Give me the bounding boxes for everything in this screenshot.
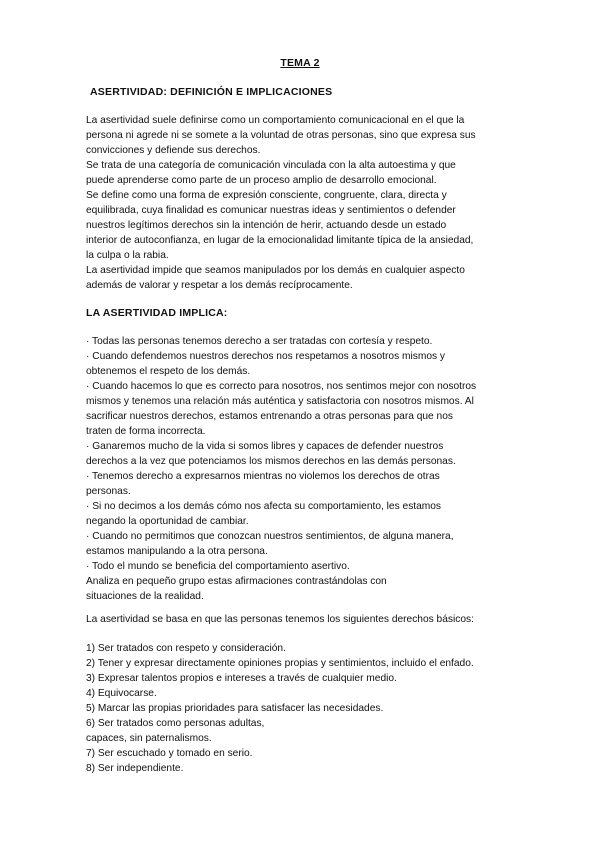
text-line: interior de autoconfianza, en lugar de la emocionalidad limitante típica de la ansiedad, [86, 235, 474, 246]
text-line: La asertividad impide que seamos manipulados por los demás en cualquier aspecto [86, 265, 465, 276]
list-item: · Ganaremos mucho de la vida si somos libres y capaces de defender nuestros [86, 441, 444, 452]
intro-paragraph [86, 113, 526, 293]
list-item: 7) Ser escuchado y tomado en serio. [86, 748, 253, 759]
list-item: · Cuando defendemos nuestros derechos nos respetamos a nosotros mismos y [86, 351, 446, 362]
list-item: 3) Expresar talentos propios e intereses a través de cualquier medio. [86, 673, 397, 684]
list-item: · Todo el mundo se beneficia del comportamiento asertivo. [86, 561, 350, 572]
text-line: además de valorar y respetar a los demás recíprocamente. [86, 280, 353, 291]
implica-list [86, 334, 526, 604]
list-item: obtenemos el respeto de los demás. [86, 366, 251, 377]
list-item: 8) Ser independiente. [86, 763, 184, 774]
text-line: la culpa o la rabia. [86, 250, 169, 261]
list-item: Analiza en pequeño grupo estas afirmaciones contrastándolas con [86, 576, 387, 587]
list-item: negando la oportunidad de cambiar. [86, 516, 249, 527]
list-item: · Si no decimos a los demás cómo nos afecta su comportamiento, les estamos [86, 501, 442, 512]
text-line: equilibrada, cuya finalidad es comunicar nuestras ideas y sentimientos o defender [86, 205, 456, 216]
list-item: 6) Ser tratados como personas adultas, [86, 718, 265, 729]
list-item: derechos a la vez que potenciamos los mismos derechos en las demás personas. [86, 456, 456, 467]
list-item: personas. [86, 486, 131, 497]
list-item: 4) Equivocarse. [86, 688, 157, 699]
base-paragraph [86, 612, 526, 627]
text-line: nuestros legítimos derechos sin la intención de herir, actuando desde un estado [86, 220, 447, 231]
list-item: capaces, sin paternalismos. [86, 733, 212, 744]
text-line: Se trata de una categoría de comunicación vinculada con la alta autoestima y que [86, 160, 456, 171]
page-title: TEMA 2 [280, 57, 320, 69]
list-item: 2) Tener y expresar directamente opiniones propias y sentimientos, incluido el enfado. [86, 658, 474, 669]
list-item: 5) Marcar las propias prioridades para satisfacer las necesidades. [86, 703, 384, 714]
list-item: situaciones de la realidad. [86, 591, 204, 602]
list-item: · Todas las personas tenemos derecho a ser tratadas con cortesía y respeto. [86, 336, 433, 347]
list-item: · Tenemos derecho a expresarnos mientras no violemos los derechos de otras [86, 471, 440, 482]
list-item: · Cuando no permitimos que conozcan nuestros sentimientos, de alguna manera, [86, 531, 454, 542]
text-line: La asertividad se basa en que las personas tenemos los siguientes derechos básicos: [86, 614, 474, 625]
derechos-list [86, 641, 526, 776]
list-item: 1) Ser tratados con respeto y consideración. [86, 643, 286, 654]
text-line: La asertividad suele definirse como un comportamiento comunicacional en el que la [86, 115, 465, 126]
list-item: · Cuando hacemos lo que es correcto para nosotros, nos sentimos mejor con nosotros [86, 381, 477, 392]
list-item: estamos manipulando a la otra persona. [86, 546, 268, 557]
text-line: Se define como una forma de expresión consciente, congruente, clara, directa y [86, 190, 447, 201]
list-item: sacrificar nuestros derechos, estamos entrenando a otras personas para que nos [86, 411, 453, 422]
list-item: mismos y tenemos una relación más auténtica y satisfactoria con nosotros mismos. Al [86, 396, 474, 407]
text-line: puede aprenderse como parte de un proceso amplio de desarrollo emocional. [86, 175, 437, 186]
section-heading-definicion: ASERTIVIDAD: DEFINICIÓN E IMPLICACIONES [90, 86, 333, 98]
text-line: convicciones y defiende sus derechos. [86, 145, 261, 156]
text-line: persona ni agrede ni se somete a la voluntad de otras personas, sino que expresa sus [86, 130, 476, 141]
section-heading-implica: LA ASERTIVIDAD IMPLICA: [86, 307, 228, 319]
list-item: traten de forma incorrecta. [86, 426, 206, 437]
